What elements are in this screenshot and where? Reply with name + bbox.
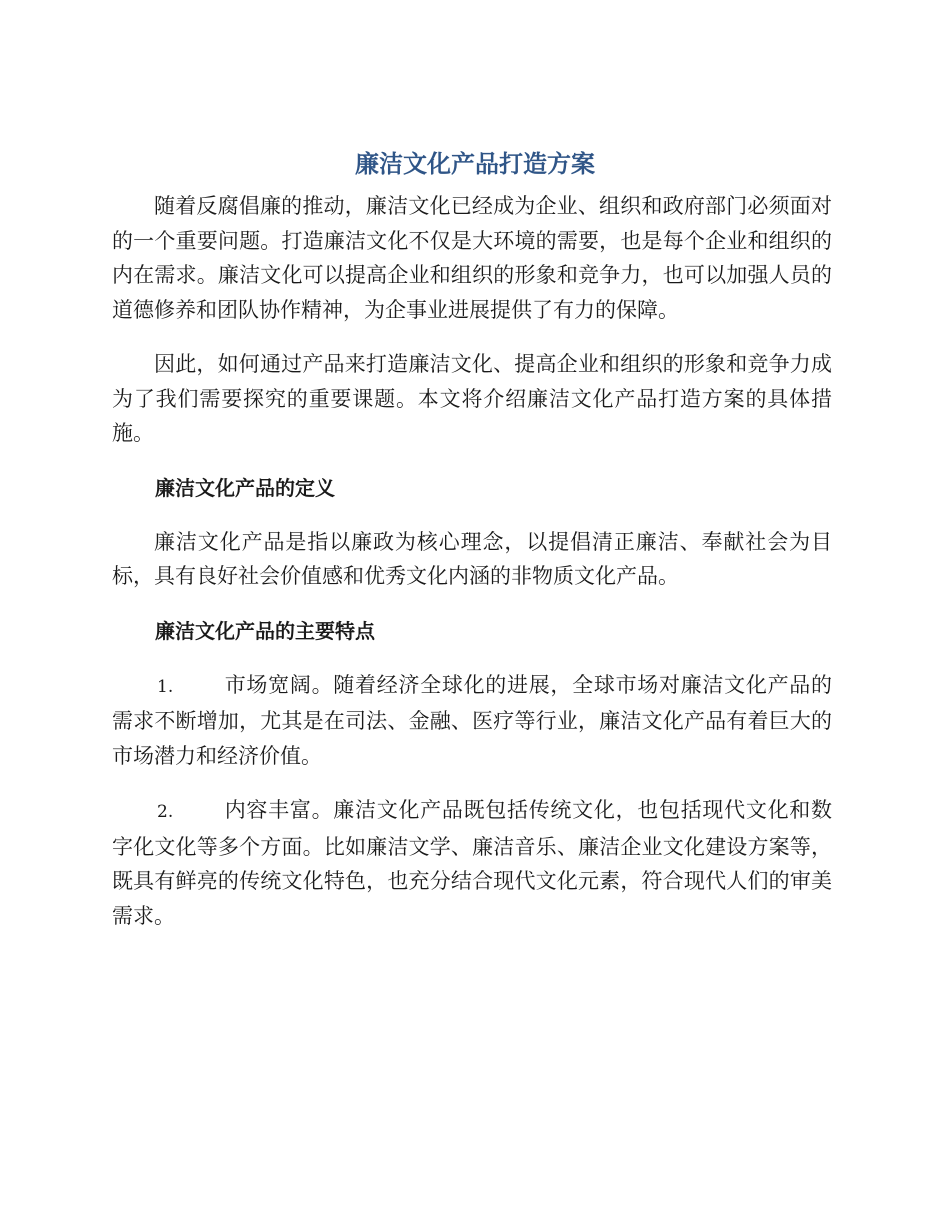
list-number: 1.: [157, 676, 174, 697]
list-item-text: 市场宽阔。随着经济全球化的进展，全球市场对廉洁文化产品的需求不断增加，尤其是在司法、金融、医疗等行业，廉洁文化产品有着巨大的市场潜力和经济价值。: [112, 672, 832, 768]
intro-paragraph-1: 随着反腐倡廉的推动，廉洁文化已经成为企业、组织和政府部门必须面对的一个重要问题。打造廉洁文化不仅是大环境的需要，也是每个企业和组织的内在需求。廉洁文化可以提高企业和组织的形象和竞争力，也可以加强人员的道德修养和团队协作精神，为企事业进展提供了有力的保障。: [112, 194, 832, 322]
section-heading-definition: 廉洁文化产品的定义: [155, 475, 335, 500]
feature-list-item-1: [112, 668, 832, 774]
document-title: 廉洁文化产品打造方案: [355, 150, 595, 178]
list-number: 2.: [157, 802, 174, 822]
intro-paragraph-2: 因此，如何通过产品来打造廉洁文化、提高企业和组织的形象和竞争力成为了我们需要探究的重要课题。本文将介绍廉洁文化产品打造方案的具体措施。: [112, 352, 832, 445]
section-heading-features: 廉洁文化产品的主要特点: [155, 618, 375, 643]
feature-list-item-2: [112, 793, 832, 933]
definition-paragraph: 廉洁文化产品是指以廉政为核心理念，以提倡清正廉洁、奉献社会为目标，具有良好社会价值感和优秀文化内涵的非物质文化产品。: [112, 529, 832, 588]
document-body: [112, 189, 832, 953]
list-item-text: 内容丰富。廉洁文化产品既包括传统文化，也包括现代文化和数字化文化等多个方面。比如廉洁文学、廉洁音乐、廉洁企业文化建设方案等，既具有鲜亮的传统文化特色，也充分结合现代文化元素，符合现代人们的审美需求。: [112, 798, 832, 928]
